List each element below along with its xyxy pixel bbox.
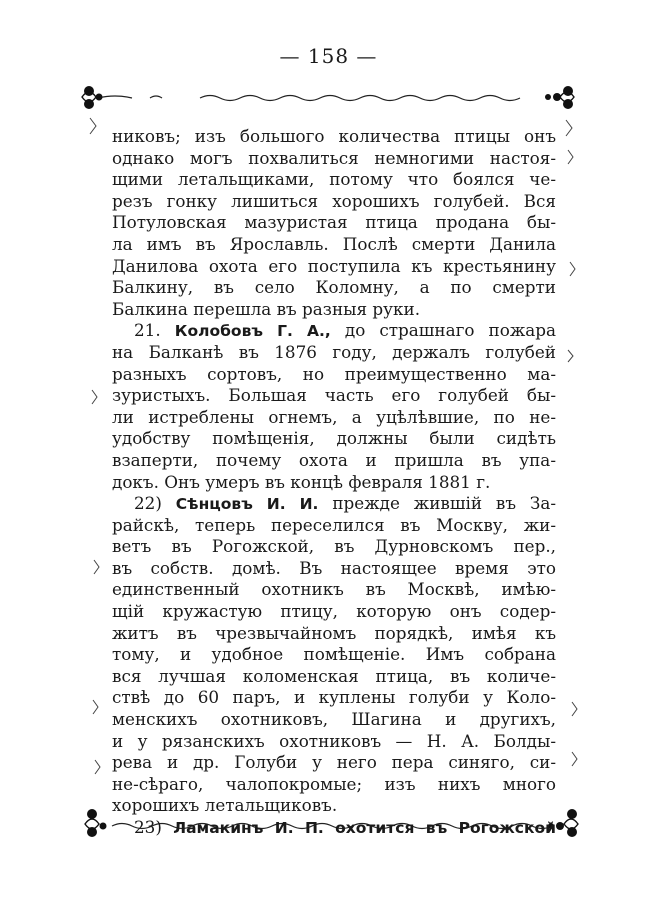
text-line: ла имъ въ Ярославль. Послѣ смерти Данила: [112, 233, 556, 254]
entry-name: Ламакинъ: [173, 819, 264, 837]
text-line: зуристыхъ. Большая часть его голубей бы-: [112, 385, 556, 406]
text-line: вся лучшая коломенская птица, въ количе-: [112, 665, 556, 686]
text-line: щими летальщиками, потому что боялся че-: [112, 169, 556, 190]
entry-number: 22): [134, 493, 162, 514]
entry-name: Сѣнцовъ: [175, 495, 253, 514]
text-line: взаперти, почему охота и пришла въ упа-: [112, 449, 556, 470]
text-line: единственный охотникъ въ Москвѣ, имѣю-: [112, 579, 556, 600]
text-line: ствѣ до 60 паръ, и куплены голуби у Коло-: [112, 687, 556, 708]
entry-21-first-line: [112, 320, 556, 342]
text-line: удобству помѣщенія, должны были сидѣть: [112, 428, 556, 449]
text-line: рева и др. Голуби у него пера синяго, си-: [112, 752, 556, 773]
right-side-ornament: [566, 120, 577, 766]
text-line: Данилова охота его поступила къ крестьянину: [112, 255, 556, 276]
entry-number: 21.: [134, 320, 161, 341]
text-line: никовъ; изъ большого количества птицы онъ: [112, 126, 556, 146]
top-flourish-line: [98, 96, 520, 101]
page-number: — 158 —: [279, 44, 378, 68]
page-body: [112, 126, 556, 839]
entry-22-first-line: [112, 493, 556, 515]
entry-text: до страшнаго пожара: [344, 320, 557, 341]
text-line: Балкину, въ село Коломну, а по смерти: [112, 277, 556, 298]
entry-text: охотится въ Рогожской: [335, 819, 556, 837]
entry-initials: И. И.: [266, 495, 319, 514]
corner-ornament-top-right: [545, 86, 574, 109]
corner-ornament-top-left: [82, 86, 103, 109]
text-line: райскѣ, теперь переселился въ Москву, жи-: [112, 514, 556, 535]
text-line: щій кружастую птицу, которую онъ содер-: [112, 601, 556, 622]
text-line: хорошихъ летальщиковъ.: [112, 795, 338, 816]
entry-name: Колобовъ: [174, 322, 264, 341]
text-line: въ собств. домѣ. Въ настоящее время это: [112, 557, 556, 578]
text-line: на Балканѣ въ 1876 году, держалъ голубей: [112, 341, 556, 362]
entry-number: 23): [134, 817, 162, 837]
entry-text: прежде жившій въ За-: [332, 493, 557, 514]
text-line: однако могъ похвалиться немногими настоя-: [112, 147, 556, 168]
text-line: не-сѣраго, чалопокромые; изъ нихъ много: [112, 773, 556, 794]
corner-ornament-bottom-left: [85, 809, 107, 837]
entry-23-first-line: [112, 817, 556, 839]
text-line: и у рязанскихъ охотниковъ — Н. А. Болды-: [112, 730, 556, 751]
text-line: разныхъ сортовъ, но преимущественно ма-: [112, 363, 556, 384]
entry-initials: Г. А.,: [277, 322, 331, 341]
text-line: резъ гонку лишиться хорошихъ голубей. Вся: [112, 190, 556, 211]
text-line: ветъ въ Рогожской, въ Дурновскомъ пер.,: [112, 536, 556, 557]
text-line: Балкина перешла въ разныя руки.: [112, 298, 421, 319]
text-line: ли истреблены огнемъ, а уцѣлѣвшие, по не-: [112, 406, 556, 427]
entry-initials: И. П.: [274, 819, 324, 837]
left-side-ornament: [90, 118, 100, 774]
text-line: житъ въ чрезвычайномъ порядкѣ, имѣя къ: [112, 622, 556, 643]
text-line: менскихъ охотниковъ, Шагина и другихъ,: [112, 709, 556, 730]
text-line: Потуловская мазуристая птица продана бы-: [112, 212, 556, 233]
text-line: докъ. Онъ умеръ въ концѣ февраля 1881 г.: [112, 471, 491, 492]
text-line: тому, и удобное помѣщеніе. Имъ собрана: [112, 644, 556, 665]
